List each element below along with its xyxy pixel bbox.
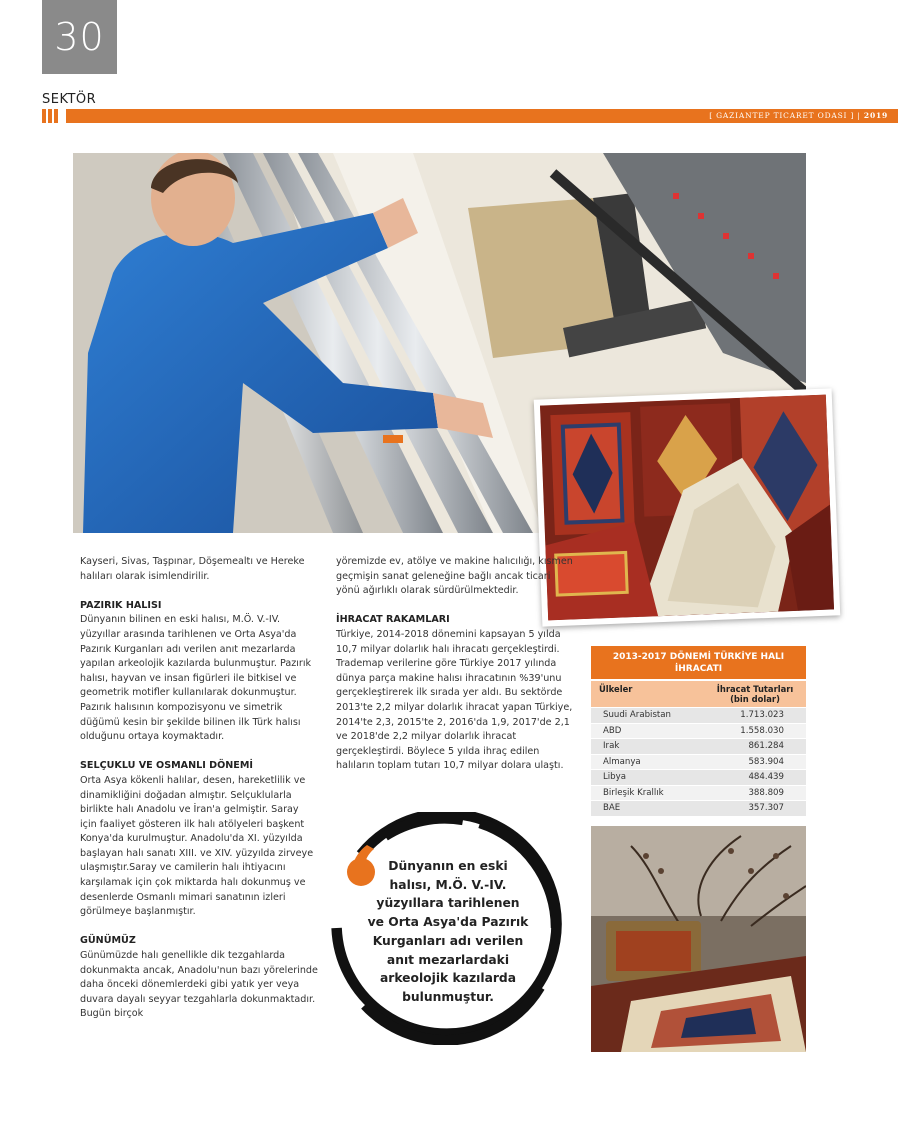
table-cell-amount: 357.307: [748, 803, 784, 813]
inset-photo: [540, 395, 834, 621]
paragraph-pazirik: Dünyanın bilinen en eski halısı, M.Ö. V.-IV. yüzyıllar arasında tarihlenen ve Orta Asya'da Pazırık Kurganları adı verilen anıt mezarlarda yapılan arkeolojik kazılarda bulunmuştur. Pazırık halısı, hayvan ve insan figürleri ile bitkisel ve geometrik motifler kullanılarak dokunmuştur. Pazırık halısının kompozisyonu ve simetrik düğümü kesin bir şekilde bilinen ilk Türk halısı olduğunu ortaya koymaktadır.: [80, 614, 312, 743]
table-row: [591, 738, 806, 754]
publication-year: 2019: [863, 111, 888, 120]
carpet-shop-display-photo: [591, 826, 806, 1052]
table-cell-country: Irak: [603, 741, 620, 751]
table-cell-country: Libya: [603, 772, 626, 782]
page-number: 30: [42, 0, 117, 74]
table-row: [591, 800, 806, 816]
header-stripes: [42, 109, 62, 123]
table-cell-amount: 388.809: [748, 787, 784, 798]
text-column-2: [336, 555, 576, 789]
table-cell-country: Almanya: [603, 756, 641, 767]
table-cell-country: Birleşik Krallık: [603, 787, 664, 798]
table-row: [591, 707, 806, 723]
colorful-turkish-carpets-photo: [540, 395, 834, 621]
paragraph-ihracat: Türkiye, 2014-2018 dönemini kapsayan 5 yılda 10,7 milyar dolarlık halı ihracatı gerçekleştirdi. Trademap verilerine göre Türkiye 2017 yılında dünya parça makine halısı ihracatının %39'unu gerçekleştirerek ilk sırada yer aldı. Bu sektörde 2013'te 2,2 milyar dolarlık ihracat yapan Türkiye, 2014'te 2,3, 2015'te 2, 2016'da 1,9, 2017'de 2,1 ve 2018'de 2,2 milyar dolarlık ihracat gerçekleştirdi. Böylece 5 yılda ihraç edilen halıların toplam tutarı 10,7 milyar dolara ulaştı.: [336, 628, 573, 772]
table-cell-amount: 583.904: [748, 756, 784, 767]
table-header-amount: İhracat Tutarları (bin dolar): [716, 684, 794, 704]
table-cell-amount: 484.439: [748, 772, 784, 782]
column2-intro: yöremizde ev, atölye ve makine halıcılığı, kısmen geçmişin sanat geleneğine bağlı ancak ticari yönü ağırlıklı olarak sürdürülmektedir.: [336, 556, 573, 597]
column1-intro: Kayseri, Sivas, Taşpınar, Döşemealtı ve Hereke halıları olarak isimlendirilir.: [80, 556, 305, 582]
heading-gunumuz: GÜNÜMÜZ: [80, 935, 136, 947]
pull-quote-text: Dünyanın en eski halısı, M.Ö. V.-IV. yüzyıllara tarihlenen ve Orta Asya'da Pazırık Kurganları adı verilen anıt mezarlardaki arkeolojik kazılarda bulunmuştur.: [367, 859, 529, 1004]
table-header: [591, 679, 806, 707]
bottom-photo: [591, 826, 806, 1052]
inset-photo-frame: [534, 388, 840, 626]
table-row: [591, 769, 806, 785]
table-cell-amount: 1.713.023: [740, 710, 784, 720]
heading-ihracat: İHRACAT RAKAMLARI: [336, 614, 450, 626]
heading-selcuklu-osmanli: SELÇUKLU VE OSMANLI DÖNEMİ: [80, 760, 253, 772]
publication-name: [ GAZIANTEP TICARET ODASI ]: [709, 111, 855, 120]
table-cell-country: Suudi Arabistan: [603, 710, 672, 720]
text-column-1: [80, 555, 318, 1037]
table-cell-amount: 861.284: [748, 741, 784, 751]
table-cell-amount: 1.558.030: [740, 725, 784, 736]
table-row: [591, 723, 806, 739]
publication-line: [ GAZIANTEP TICARET ODASI ] | 2019: [709, 111, 888, 120]
section-title: SEKTÖR: [42, 92, 97, 107]
table-cell-country: ABD: [603, 725, 622, 736]
table-row: [591, 785, 806, 801]
table-header-country: Ülkeler: [599, 684, 633, 694]
paragraph-selcuklu-osmanli: Orta Asya kökenli halılar, desen, hareketlilik ve dinamikliğini doğadan almıştır. Selçuklularla birlikte halı Anadolu ve İran'a gelmiştir. Saray için faaliyet gösteren ilk halı atölyeleri başkent Konya'da kurulmuştur. Anadolu'da XI. yüzyılda başlayan halı sanatı XIII. ve XIV. yüzyılda zirveye ulaşmıştır.Saray ve camilerin halı ihtiyacını karşılamak için çok miktarda halı dokunmuş ve desenlerde Osmanlı mimari sanatının izleri görülmeye başlanmıştır.: [80, 774, 314, 918]
table-title: 2013-2017 DÖNEMİ TÜRKİYE HALI İHRACATI: [591, 646, 806, 679]
header-bar: [66, 109, 898, 123]
table-row: [591, 754, 806, 770]
heading-pazirik: PAZIRIK HALISI: [80, 599, 162, 611]
export-table: [591, 646, 806, 816]
table-cell-country: BAE: [603, 803, 621, 813]
paragraph-gunumuz: Günümüzde halı genellikle dik tezgahlarda dokunmakta ancak, Anadolu'nun bazı yörelerinde daha önceki dönemlerdeki gibi yatık yer veya duvara dayalı seyyar tezgahlarla dokunmaktadır. Bugün birçok: [80, 950, 318, 1020]
